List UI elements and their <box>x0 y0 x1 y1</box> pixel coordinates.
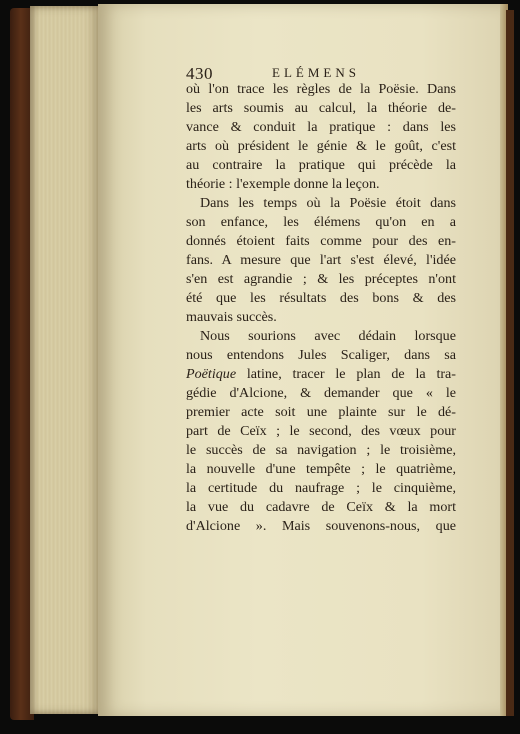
page-edges <box>30 6 100 714</box>
text-line: le succès de sa navigation ; le troisième, <box>186 442 456 458</box>
running-title: ELÉMENS <box>272 65 360 80</box>
text-line: d'Alcione ». Mais souvenons-nous, que <box>186 518 456 534</box>
text-line: au contraire la pratique qui précède la <box>186 157 456 173</box>
text-line: Dans les temps où la Poësie étoit dans <box>200 195 456 211</box>
text-line: fans. A mesure que l'art s'est élevé, l'idée <box>186 252 456 268</box>
text-line-italic-start: Poëtique latine, tracer le plan de la tra- <box>186 366 456 382</box>
text-line: théorie : l'exemple donne la leçon. <box>186 176 380 192</box>
body-text <box>186 80 456 536</box>
text-line: la nouvelle d'une tempête ; le quatrième, <box>186 461 456 477</box>
text-line: été que les résultats des bons & des <box>186 290 456 306</box>
text-line: mauvais succès. <box>186 309 277 325</box>
text-line: les arts soumis au calcul, la théorie de- <box>186 100 456 116</box>
page-number: 430 <box>186 64 213 83</box>
book-cover-right <box>506 10 514 716</box>
text-line: son enfance, les élémens qu'on en a <box>186 214 456 230</box>
text-line: la vue du cadavre de Ceïx & la mort <box>186 499 456 515</box>
text-line: s'en est agrandie ; & les préceptes n'ont <box>186 271 456 287</box>
text-line: Nous sourions avec dédain lorsque <box>200 328 456 344</box>
text-line: donnés étoient faits comme pour des en- <box>186 233 456 249</box>
text-line: vance & conduit la pratique : dans les <box>186 119 456 135</box>
text-line: la certitude du naufrage ; le cinquième, <box>186 480 456 496</box>
text-line: nous entendons Jules Scaliger, dans sa <box>186 347 456 363</box>
text-line: où l'on trace les règles de la Poësie. Dans <box>186 81 456 97</box>
text-line: part de Ceïx ; le second, des vœux pour <box>186 423 456 439</box>
text-line: arts où président le génie & le goût, c'est <box>186 138 456 154</box>
text-line: premier acte soit une plainte sur le dé- <box>186 404 456 420</box>
text-line: gédie d'Alcione, & demander que « le <box>186 385 456 401</box>
